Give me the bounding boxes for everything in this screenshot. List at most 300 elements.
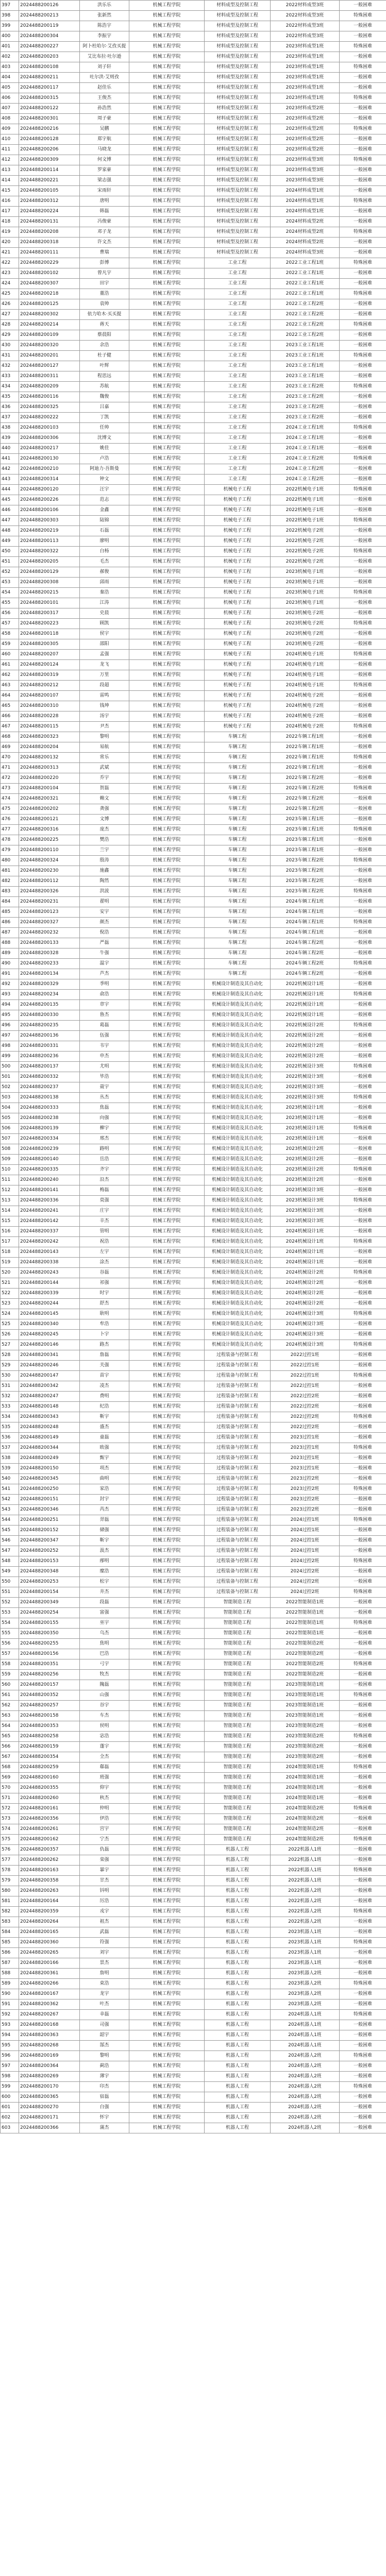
student-id-cell: 2024488200224	[19, 207, 80, 217]
difficulty-level-cell: 特殊困难	[340, 1093, 386, 1103]
college-cell: 机械工程学院	[129, 1876, 205, 1886]
difficulty-level-cell: 一般困难	[340, 1701, 386, 1711]
table-row	[1, 742, 386, 753]
college-cell: 机械工程学院	[129, 1721, 205, 1732]
class-name-cell: 2024材料成型2班	[271, 227, 340, 238]
difficulty-level-cell: 一般困难	[340, 1031, 386, 1041]
row-number-cell: 413	[1, 165, 19, 176]
major-cell: 过程装备与控制工程	[205, 1464, 271, 1474]
row-number-cell: 420	[1, 238, 19, 248]
class-name-cell: 2022过控2班	[271, 1422, 340, 1433]
row-number-cell: 506	[1, 1124, 19, 1134]
college-cell: 机械工程学院	[129, 1835, 205, 1845]
student-id-cell: 2024488200169	[19, 2051, 80, 2061]
row-number-cell: 541	[1, 1484, 19, 1495]
college-cell: 机械工程学院	[129, 1216, 205, 1227]
difficulty-level-cell: 特殊困难	[340, 1690, 386, 1701]
major-cell: 机械设计制造及其自动化	[205, 1237, 271, 1247]
difficulty-level-cell: 一般困难	[340, 2113, 386, 2123]
difficulty-level-cell: 一般困难	[340, 691, 386, 701]
table-row	[1, 1474, 386, 1484]
class-name-cell: 2023材料成型2班	[271, 134, 340, 145]
table-row	[1, 474, 386, 485]
college-cell: 机械工程学院	[129, 835, 205, 845]
major-cell: 车辆工程	[205, 897, 271, 907]
major-cell: 车辆工程	[205, 856, 271, 866]
college-cell: 机械工程学院	[129, 557, 205, 567]
student-id-cell: 2024488200118	[19, 629, 80, 639]
student-name-cell: 阿迪力·吾斯曼	[80, 464, 129, 474]
row-number-cell: 592	[1, 2010, 19, 2020]
table-row	[1, 62, 386, 73]
row-number-cell: 525	[1, 1319, 19, 1330]
major-cell: 机械设计制造及其自动化	[205, 1319, 271, 1330]
college-cell: 机械工程学院	[129, 1010, 205, 1021]
class-name-cell: 2024过控1班	[271, 1515, 340, 1526]
table-row	[1, 1175, 386, 1185]
college-cell: 机械工程学院	[129, 629, 205, 639]
student-id-cell: 2024488200309	[19, 155, 80, 165]
college-cell: 机械工程学院	[129, 1742, 205, 1752]
college-cell: 机械工程学院	[129, 474, 205, 485]
row-number-cell: 429	[1, 330, 19, 341]
college-cell: 机械工程学院	[129, 866, 205, 876]
class-name-cell: 2023过控2班	[271, 1474, 340, 1484]
row-number-cell: 457	[1, 619, 19, 629]
college-cell: 机械工程学院	[129, 722, 205, 732]
college-cell: 机械工程学院	[129, 2061, 205, 2072]
difficulty-level-cell: 特殊困难	[340, 990, 386, 1000]
table-row	[1, 402, 386, 413]
table-row	[1, 567, 386, 578]
college-cell: 机械工程学院	[129, 299, 205, 310]
college-cell: 机械工程学院	[129, 1536, 205, 1546]
class-name-cell: 2023工业工程1班	[271, 351, 340, 361]
class-name-cell: 2024工业工程2班	[271, 474, 340, 485]
row-number-cell: 450	[1, 547, 19, 557]
student-id-cell: 2024488200101	[19, 598, 80, 608]
student-id-cell: 2024488200159	[19, 1742, 80, 1752]
row-number-cell: 453	[1, 578, 19, 588]
college-cell: 机械工程学院	[129, 11, 205, 21]
college-cell: 机械工程学院	[129, 1670, 205, 1680]
table-row	[1, 2082, 386, 2092]
class-name-cell: 2024机械设计2班	[271, 1299, 340, 1309]
table-row	[1, 1330, 386, 1340]
student-id-cell: 2024488200207	[19, 650, 80, 660]
class-name-cell: 2023车辆工程2班	[271, 887, 340, 897]
table-row	[1, 371, 386, 382]
difficulty-level-cell: 特殊困难	[340, 382, 386, 392]
student-id-cell: 2024488200139	[19, 1124, 80, 1134]
table-row	[1, 1206, 386, 1216]
college-cell: 机械工程学院	[129, 773, 205, 784]
college-cell: 机械工程学院	[129, 1309, 205, 1319]
row-number-cell: 558	[1, 1659, 19, 1670]
class-name-cell: 2023机械设计3班	[271, 1216, 340, 1227]
difficulty-level-cell: 特殊困难	[340, 289, 386, 299]
difficulty-level-cell: 特殊困难	[340, 485, 386, 495]
row-number-cell: 483	[1, 887, 19, 897]
class-name-cell: 2023材料成型2班	[271, 114, 340, 124]
table-row	[1, 1278, 386, 1289]
difficulty-level-cell: 特殊困难	[340, 2010, 386, 2020]
college-cell: 机械工程学院	[129, 1577, 205, 1587]
student-id-cell: 2024488200230	[19, 866, 80, 876]
major-cell: 工业工程	[205, 392, 271, 402]
table-row	[1, 1886, 386, 1896]
major-cell: 机械设计制造及其自动化	[205, 1052, 271, 1062]
major-cell: 机械电子工程	[205, 670, 271, 681]
table-row	[1, 732, 386, 742]
difficulty-level-cell: 一般困难	[340, 217, 386, 227]
class-name-cell: 2023工业工程2班	[271, 382, 340, 392]
student-name-cell: 蓬宇	[80, 1742, 129, 1752]
college-cell: 机械工程学院	[129, 701, 205, 711]
difficulty-level-cell: 一般困难	[340, 1422, 386, 1433]
row-number-cell: 602	[1, 2113, 19, 2123]
major-cell: 过程装备与控制工程	[205, 1361, 271, 1371]
table-row	[1, 1402, 386, 1412]
row-number-cell: 467	[1, 722, 19, 732]
difficulty-level-cell: 一般困难	[340, 1824, 386, 1835]
student-id-cell: 2024488200216	[19, 124, 80, 134]
college-cell: 机械工程学院	[129, 320, 205, 330]
table-row	[1, 876, 386, 887]
major-cell: 过程装备与控制工程	[205, 1526, 271, 1536]
major-cell: 材料成型及控制工程	[205, 176, 271, 186]
row-number-cell: 431	[1, 351, 19, 361]
college-cell: 机械工程学院	[129, 361, 205, 371]
difficulty-level-cell: 一般困难	[340, 1649, 386, 1659]
class-name-cell: 2022智能制造1班	[271, 1618, 340, 1629]
class-name-cell: 2023智能制造2班	[271, 1752, 340, 1762]
student-id-cell: 2024488200327	[19, 918, 80, 928]
table-row	[1, 681, 386, 691]
row-number-cell: 427	[1, 310, 19, 320]
college-cell: 机械工程学院	[129, 258, 205, 268]
row-number-cell: 510	[1, 1165, 19, 1175]
student-id-cell: 2024488200156	[19, 1649, 80, 1659]
difficulty-level-cell: 特殊困难	[340, 1309, 386, 1319]
student-id-cell: 2024488200202	[19, 804, 80, 815]
table-row	[1, 794, 386, 804]
row-number-cell: 581	[1, 1896, 19, 1907]
college-cell: 机械工程学院	[129, 1567, 205, 1577]
row-number-cell: 563	[1, 1711, 19, 1721]
row-number-cell: 591	[1, 1999, 19, 2010]
row-number-cell: 480	[1, 856, 19, 866]
table-row	[1, 979, 386, 990]
row-number-cell: 476	[1, 815, 19, 825]
major-cell: 机器人工程	[205, 2123, 271, 2133]
table-row	[1, 701, 386, 711]
class-name-cell: 2022机器人1班	[271, 1876, 340, 1886]
student-id-cell: 2024488200345	[19, 1474, 80, 1484]
difficulty-level-cell: 一般困难	[340, 2030, 386, 2041]
difficulty-level-cell: 特殊困难	[340, 753, 386, 763]
class-name-cell: 2022智能制造1班	[271, 1629, 340, 1639]
college-cell: 机械工程学院	[129, 547, 205, 557]
student-id-cell: 2024488200235	[19, 1021, 80, 1031]
difficulty-level-cell: 一般困难	[340, 371, 386, 382]
class-name-cell: 2023机器人1班	[271, 1948, 340, 1958]
row-number-cell: 435	[1, 392, 19, 402]
table-row	[1, 444, 386, 454]
student-id-cell: 2024488200145	[19, 1309, 80, 1319]
student-id-cell: 2024488200103	[19, 423, 80, 433]
difficulty-level-cell: 特殊困难	[340, 1412, 386, 1422]
row-number-cell: 552	[1, 1598, 19, 1608]
college-cell: 机械工程学院	[129, 227, 205, 238]
difficulty-level-cell: 一般困难	[340, 835, 386, 845]
college-cell: 机械工程学院	[129, 2020, 205, 2030]
difficulty-level-cell: 特殊困难	[340, 918, 386, 928]
difficulty-level-cell: 特殊困难	[340, 1124, 386, 1134]
row-number-cell: 574	[1, 1824, 19, 1835]
row-number-cell: 455	[1, 598, 19, 608]
college-cell: 机械工程学院	[129, 165, 205, 176]
major-cell: 车辆工程	[205, 907, 271, 918]
class-name-cell: 2024车辆工程2班	[271, 948, 340, 959]
student-name-cell: 靳宇	[80, 1412, 129, 1422]
row-number-cell: 572	[1, 1804, 19, 1814]
class-name-cell: 2024智能制造2班	[271, 1824, 340, 1835]
row-number-cell: 434	[1, 382, 19, 392]
row-number-cell: 603	[1, 2123, 19, 2133]
major-cell: 材料成型及控制工程	[205, 165, 271, 176]
row-number-cell: 501	[1, 1072, 19, 1082]
student-id-cell: 2024488200265	[19, 1948, 80, 1958]
major-cell: 机械电子工程	[205, 578, 271, 588]
class-name-cell: 2024车辆工程2班	[271, 959, 340, 969]
student-name-cell: 洪乐乐	[80, 1, 129, 11]
student-name-cell: 沈博文	[80, 433, 129, 444]
major-cell: 机器人工程	[205, 1907, 271, 1917]
college-cell: 机械工程学院	[129, 1124, 205, 1134]
major-cell: 材料成型及控制工程	[205, 186, 271, 196]
major-cell: 机械设计制造及其自动化	[205, 1021, 271, 1031]
major-cell: 机械设计制造及其自动化	[205, 1227, 271, 1237]
major-cell: 车辆工程	[205, 825, 271, 835]
table-row	[1, 918, 386, 928]
row-number-cell: 505	[1, 1113, 19, 1124]
college-cell: 机械工程学院	[129, 794, 205, 804]
student-id-cell: 2024488200336	[19, 1196, 80, 1206]
table-row	[1, 1845, 386, 1855]
student-name-cell: 谷宇	[80, 1701, 129, 1711]
difficulty-level-cell: 一般困难	[340, 1876, 386, 1886]
college-cell: 机械工程学院	[129, 310, 205, 320]
student-name-cell: 仇磊	[80, 1845, 129, 1855]
row-number-cell: 589	[1, 1979, 19, 1989]
class-name-cell: 2022智能制造2班	[271, 1639, 340, 1649]
major-cell: 智能制造工程	[205, 1649, 271, 1659]
student-id-cell: 2024488200167	[19, 1989, 80, 1999]
major-cell: 机械电子工程	[205, 516, 271, 526]
major-cell: 车辆工程	[205, 959, 271, 969]
class-name-cell: 2024智能制造1班	[271, 1783, 340, 1793]
row-number-cell: 486	[1, 918, 19, 928]
major-cell: 智能制造工程	[205, 1639, 271, 1649]
student-name-cell: 金鑫	[80, 505, 129, 516]
class-name-cell: 2022过控1班	[271, 1381, 340, 1392]
major-cell: 智能制造工程	[205, 1629, 271, 1639]
class-name-cell: 2023机械设计2班	[271, 1165, 340, 1175]
college-cell: 机械工程学院	[129, 660, 205, 670]
row-number-cell: 424	[1, 279, 19, 289]
major-cell: 机械设计制造及其自动化	[205, 1144, 271, 1155]
class-name-cell: 2022车辆工程2班	[271, 794, 340, 804]
student-name-cell: 汤宇	[80, 711, 129, 722]
class-name-cell: 2023机械设计3班	[271, 1185, 340, 1196]
major-cell: 机器人工程	[205, 1999, 271, 2010]
class-name-cell: 2022智能制造2班	[271, 1670, 340, 1680]
college-cell: 机械工程学院	[129, 1258, 205, 1268]
row-number-cell: 403	[1, 62, 19, 73]
table-row	[1, 279, 386, 289]
difficulty-level-cell: 一般困难	[340, 1999, 386, 2010]
major-cell: 智能制造工程	[205, 1835, 271, 1845]
major-cell: 过程装备与控制工程	[205, 1567, 271, 1577]
college-cell: 机械工程学院	[129, 1340, 205, 1350]
difficulty-level-cell: 特殊困难	[340, 11, 386, 21]
student-id-cell: 2024488200122	[19, 104, 80, 114]
student-name-cell: 牛强	[80, 948, 129, 959]
student-name-cell: 叶杰	[80, 1999, 129, 2010]
student-name-cell: 祁强	[80, 1278, 129, 1289]
class-name-cell: 2023材料成型3班	[271, 155, 340, 165]
row-number-cell: 484	[1, 897, 19, 907]
table-row	[1, 938, 386, 948]
row-number-cell: 588	[1, 1969, 19, 1979]
row-number-cell: 488	[1, 938, 19, 948]
student-id-cell: 2024488200315	[19, 93, 80, 104]
major-cell: 机械设计制造及其自动化	[205, 1185, 271, 1196]
college-cell: 机械工程学院	[129, 330, 205, 341]
table-row	[1, 1505, 386, 1515]
student-name-cell: 龙宇	[80, 1989, 129, 1999]
difficulty-level-cell: 一般困难	[340, 804, 386, 815]
college-cell: 机械工程学院	[129, 464, 205, 474]
student-id-cell: 2024488200303	[19, 516, 80, 526]
difficulty-level-cell: 特殊困难	[340, 722, 386, 732]
table-row	[1, 258, 386, 268]
row-number-cell: 472	[1, 773, 19, 784]
class-name-cell: 2024机械设计3班	[271, 1340, 340, 1350]
class-name-cell: 2022工业工程2班	[271, 310, 340, 320]
student-id-cell: 2024488200221	[19, 176, 80, 186]
college-cell: 机械工程学院	[129, 1979, 205, 1989]
class-name-cell: 2024智能制造1班	[271, 1762, 340, 1773]
class-name-cell: 2023机器人1班	[271, 1958, 340, 1969]
class-name-cell: 2024过控1班	[271, 1536, 340, 1546]
student-name-cell: 冯俊豪	[80, 217, 129, 227]
row-number-cell: 557	[1, 1649, 19, 1659]
student-id-cell: 2024488200254	[19, 1608, 80, 1618]
major-cell: 智能制造工程	[205, 1598, 271, 1608]
table-row	[1, 1155, 386, 1165]
class-name-cell: 2023过控1班	[271, 1443, 340, 1453]
major-cell: 机械设计制造及其自动化	[205, 1206, 271, 1216]
student-id-cell: 2024488200357	[19, 1845, 80, 1855]
college-cell: 机械工程学院	[129, 1175, 205, 1185]
student-id-cell: 2024488200160	[19, 1773, 80, 1783]
class-name-cell: 2022过控1班	[271, 1350, 340, 1361]
student-id-cell: 2024488200123	[19, 907, 80, 918]
student-name-cell: 申杰	[80, 1052, 129, 1062]
table-row	[1, 268, 386, 279]
table-row	[1, 104, 386, 114]
student-id-cell: 2024488200362	[19, 1999, 80, 2010]
major-cell: 机械电子工程	[205, 588, 271, 598]
student-id-cell: 2024488200351	[19, 1659, 80, 1670]
college-cell: 机械工程学院	[129, 907, 205, 918]
difficulty-level-cell: 特殊困难	[340, 1907, 386, 1917]
college-cell: 机械工程学院	[129, 1969, 205, 1979]
student-name-cell: 家浩	[80, 1484, 129, 1495]
class-name-cell: 2024智能制造2班	[271, 1835, 340, 1845]
major-cell: 机械设计制造及其自动化	[205, 1124, 271, 1134]
class-name-cell: 2023机械电子1班	[271, 588, 340, 598]
student-name-cell: 关强	[80, 1361, 129, 1371]
table-row	[1, 1938, 386, 1948]
major-cell: 工业工程	[205, 433, 271, 444]
major-cell: 机器人工程	[205, 2041, 271, 2051]
major-cell: 机械设计制造及其自动化	[205, 1165, 271, 1175]
college-cell: 机械工程学院	[129, 1196, 205, 1206]
difficulty-level-cell: 特殊困难	[340, 547, 386, 557]
class-name-cell: 2024机械电子1班	[271, 670, 340, 681]
class-name-cell: 2023工业工程2班	[271, 402, 340, 413]
class-name-cell: 2022机械电子2班	[271, 557, 340, 567]
row-number-cell: 479	[1, 845, 19, 856]
row-number-cell: 422	[1, 258, 19, 268]
class-name-cell: 2024机械设计1班	[271, 1237, 340, 1247]
major-cell: 车辆工程	[205, 794, 271, 804]
difficulty-level-cell: 一般困难	[340, 1453, 386, 1464]
class-name-cell: 2024机器人2班	[271, 2113, 340, 2123]
table-row	[1, 217, 386, 227]
major-cell: 机械设计制造及其自动化	[205, 1072, 271, 1082]
row-number-cell: 445	[1, 495, 19, 505]
difficulty-level-cell: 特殊困难	[340, 784, 386, 794]
major-cell: 机械电子工程	[205, 660, 271, 670]
student-name-cell: 李振宇	[80, 31, 129, 42]
class-name-cell: 2022机械设计2班	[271, 1052, 340, 1062]
student-id-cell: 2024488200208	[19, 227, 80, 238]
student-id-cell: 2024488200226	[19, 495, 80, 505]
student-name-cell: 欧强	[80, 1443, 129, 1453]
major-cell: 智能制造工程	[205, 1732, 271, 1742]
college-cell: 机械工程学院	[129, 93, 205, 104]
college-cell: 机械工程学院	[129, 598, 205, 608]
difficulty-level-cell: 一般困难	[340, 1289, 386, 1299]
student-id-cell: 2024488200105	[19, 186, 80, 196]
major-cell: 机械电子工程	[205, 619, 271, 629]
student-name-cell: 郝俊	[80, 567, 129, 578]
major-cell: 智能制造工程	[205, 1670, 271, 1680]
college-cell: 机械工程学院	[129, 1649, 205, 1659]
table-row	[1, 134, 386, 145]
major-cell: 机器人工程	[205, 1896, 271, 1907]
class-name-cell: 2024车辆工程1班	[271, 928, 340, 938]
row-number-cell: 493	[1, 990, 19, 1000]
row-number-cell: 438	[1, 423, 19, 433]
student-name-cell: 栾强	[80, 1855, 129, 1866]
student-id-cell: 2024488200133	[19, 938, 80, 948]
student-id-cell: 2024488200228	[19, 711, 80, 722]
